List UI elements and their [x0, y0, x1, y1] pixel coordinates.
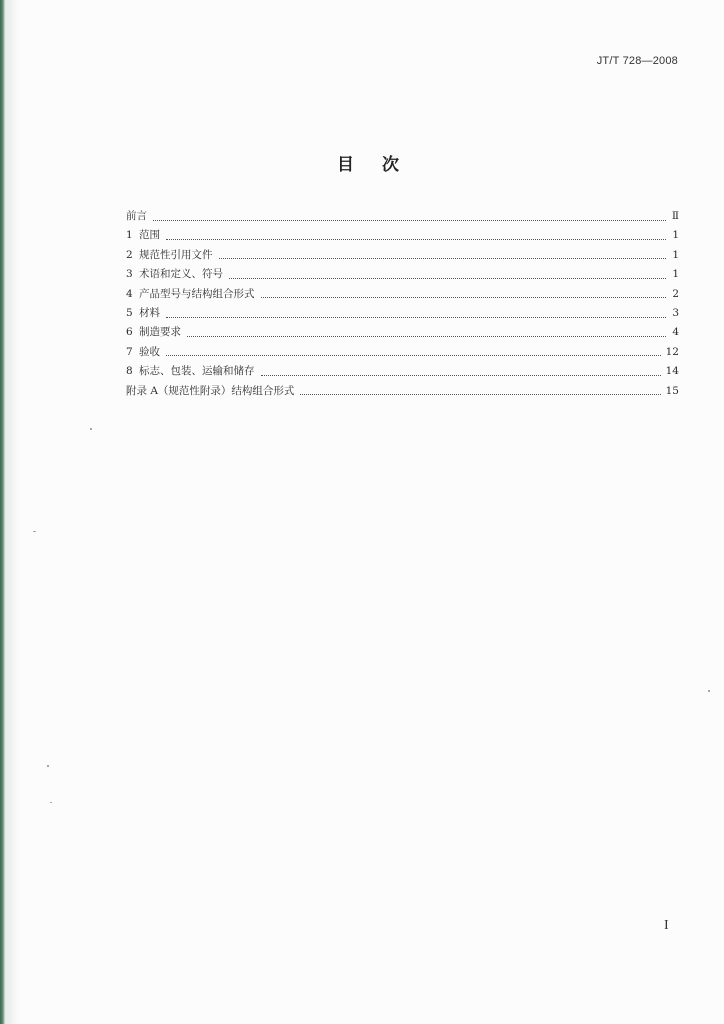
toc-entry-label: 附录 A（规范性附录）结构组合形式 — [126, 384, 295, 397]
toc-entry-label: 验收 — [139, 345, 160, 358]
scan-speck — [50, 802, 52, 803]
toc-entry[interactable] — [126, 362, 679, 381]
toc-entry-number: 4 — [126, 287, 133, 300]
toc-entry[interactable] — [126, 207, 679, 226]
toc-entry-label: 前言 — [126, 210, 147, 222]
scan-speck — [33, 531, 36, 532]
toc-dot-leader — [187, 335, 666, 337]
toc-dot-leader — [166, 238, 666, 240]
toc-entry-label: 产品型号与结构组合形式 — [139, 287, 255, 300]
toc-entry-page: 15 — [665, 384, 679, 397]
toc-dot-leader — [153, 219, 666, 221]
toc-entry-label: 材料 — [139, 306, 160, 319]
toc-entry[interactable] — [126, 226, 679, 245]
toc-entry-label: 规范性引用文件 — [139, 248, 213, 261]
toc-dot-leader — [261, 296, 667, 298]
toc-dot-leader — [300, 393, 660, 395]
scan-speck — [90, 428, 92, 430]
toc-entry[interactable] — [126, 323, 679, 342]
page-number: I — [664, 918, 669, 933]
toc-entry-number: 1 — [126, 229, 133, 242]
toc-dot-leader — [166, 316, 666, 318]
toc-entry-label: 术语和定义、符号 — [139, 268, 223, 281]
toc-entry[interactable] — [126, 265, 679, 284]
toc-entry-page: 3 — [672, 306, 679, 319]
scan-speck — [47, 765, 49, 767]
scan-speck — [708, 690, 710, 692]
toc-dot-leader — [166, 354, 661, 356]
toc-entry-page: 2 — [672, 287, 679, 300]
toc-entry-page: 14 — [665, 365, 679, 378]
toc-entry[interactable] — [126, 382, 679, 401]
toc-entry[interactable] — [126, 304, 679, 323]
toc-entry-page: Ⅱ — [671, 210, 679, 222]
toc-entry-number: 8 — [126, 365, 133, 378]
toc-entry-number: 3 — [126, 268, 133, 281]
toc-entry-page: 4 — [672, 326, 679, 339]
table-of-contents — [126, 207, 679, 401]
toc-entry-page: 12 — [665, 345, 679, 358]
toc-dot-leader — [261, 374, 661, 376]
toc-entry-number: 6 — [126, 326, 133, 339]
toc-entry[interactable] — [126, 285, 679, 304]
standard-code: JT/T 728—2008 — [596, 55, 678, 67]
toc-entry-number: 2 — [126, 248, 133, 261]
toc-entry[interactable] — [126, 343, 679, 362]
toc-entry-number: 5 — [126, 306, 133, 319]
toc-dot-leader — [229, 277, 666, 279]
toc-entry-label: 范围 — [139, 229, 160, 242]
toc-entry-label: 制造要求 — [139, 326, 181, 339]
toc-entry-page: 1 — [672, 248, 679, 261]
toc-entry-label: 标志、包装、运输和储存 — [139, 365, 255, 378]
toc-entry-page: 1 — [672, 268, 679, 281]
toc-title: 目次 — [337, 155, 427, 175]
toc-entry-number: 7 — [126, 345, 133, 358]
toc-entry[interactable] — [126, 246, 679, 265]
toc-dot-leader — [219, 257, 667, 259]
toc-entry-page: 1 — [672, 229, 679, 242]
